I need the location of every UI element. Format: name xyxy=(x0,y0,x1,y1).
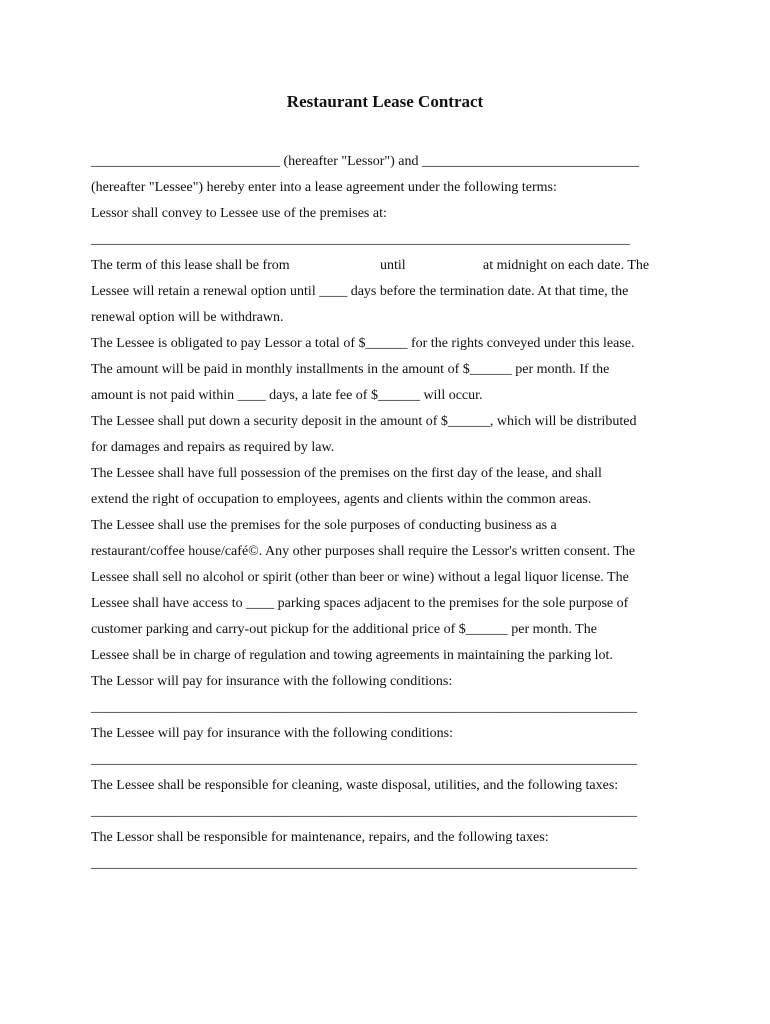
parties-line: ___________________________ (hereafter "Lessor") and _______________________________ xyxy=(91,154,640,169)
text-line: for damages and repairs as required by law. xyxy=(91,440,335,455)
term-line-start: The term of this lease shall be from xyxy=(91,258,290,273)
text-line: renewal option will be withdrawn. xyxy=(91,310,284,325)
text-line: Lessee shall sell no alcohol or spirit (other than beer or wine) without a legal liquor license. The xyxy=(91,570,629,585)
document-title: Restaurant Lease Contract xyxy=(286,92,484,111)
text-line: The Lessor will pay for insurance with the following conditions: xyxy=(91,674,453,689)
blank-line: _____________________________________________________________________________ xyxy=(91,232,630,247)
text-line: The Lessee shall have full possession of the premises on the first day of the lease, and shall xyxy=(91,466,602,481)
text-line: The Lessee shall put down a security deposit in the amount of $______, which will be distributed xyxy=(91,414,637,429)
text-line: Lessee shall be in charge of regulation and towing agreements in maintaining the parking lot. xyxy=(91,648,613,663)
text-line: The Lessee shall be responsible for cleaning, waste disposal, utilities, and the following taxes: xyxy=(91,778,619,793)
text-line: (hereafter "Lessee") hereby enter into a lease agreement under the following terms: xyxy=(91,180,557,195)
text-line: The Lessee is obligated to pay Lessor a total of $______ for the rights conveyed under this lease. xyxy=(91,336,635,351)
blank-line: ______________________________________________________________________________ xyxy=(91,804,637,819)
term-line-until: until xyxy=(380,258,406,273)
text-line: The Lessee shall use the premises for the sole purposes of conducting business as a xyxy=(91,518,557,533)
blank-line: ______________________________________________________________________________ xyxy=(91,856,637,871)
term-line-end: at midnight on each date. The xyxy=(483,258,650,273)
text-line: The Lessor shall be responsible for maintenance, repairs, and the following taxes: xyxy=(91,830,549,845)
text-line: The Lessee will pay for insurance with the following conditions: xyxy=(91,726,453,741)
text-line: Lessee will retain a renewal option until ____ days before the termination date. At that time, the xyxy=(91,284,629,299)
blank-line: ______________________________________________________________________________ xyxy=(91,700,637,715)
text-line: Lessor shall convey to Lessee use of the premises at: xyxy=(91,206,387,221)
text-line: restaurant/coffee house/café©. Any other purposes shall require the Lessor's written consent. The xyxy=(91,544,636,559)
text-line: Lessee shall have access to ____ parking spaces adjacent to the premises for the sole purpose of xyxy=(91,596,629,611)
blank-line: ______________________________________________________________________________ xyxy=(91,752,637,767)
text-line: The amount will be paid in monthly installments in the amount of $______ per month. If the xyxy=(91,362,610,377)
text-line: amount is not paid within ____ days, a late fee of $______ will occur. xyxy=(91,388,483,403)
text-line: customer parking and carry-out pickup for the additional price of $______ per month. The xyxy=(91,622,597,637)
text-line: extend the right of occupation to employees, agents and clients within the common areas. xyxy=(91,492,592,507)
